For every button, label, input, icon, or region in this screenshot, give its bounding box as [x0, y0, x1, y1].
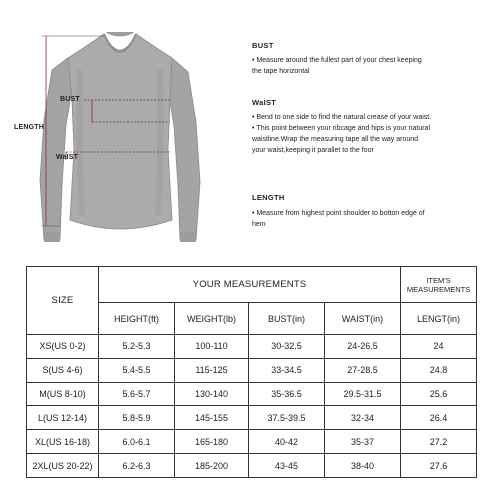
guide-waist-title: WaIST	[252, 98, 277, 107]
header-weight: WEIGHT(lb)	[175, 303, 249, 335]
cell-waist: 38-40	[325, 454, 401, 478]
cell-size: 2XL(US 20-22)	[27, 454, 99, 478]
cell-weight: 100-110	[175, 335, 249, 359]
cell-waist: 29.5-31.5	[325, 382, 401, 406]
guide-waist-text	[252, 112, 492, 156]
guide-length-line: Measure from highest point shoulder to botton edge of	[256, 210, 425, 217]
guide-length-text	[252, 208, 492, 230]
cell-size: L(US 12-14)	[27, 406, 99, 430]
cell-height: 5.4-5.5	[99, 358, 175, 382]
header-items-measurements: ITEM'S MEASUREMENTS	[401, 267, 477, 303]
cell-length: 24	[401, 335, 477, 359]
cell-size: M(US 8-10)	[27, 382, 99, 406]
cell-weight: 165-180	[175, 430, 249, 454]
cell-height: 5.6-5.7	[99, 382, 175, 406]
size-chart-table	[26, 266, 477, 478]
guide-length-title: LENGTH	[252, 193, 285, 202]
table-header-row	[27, 267, 477, 303]
header-size: SIZE	[27, 267, 99, 335]
cell-bust: 35-36.5	[249, 382, 325, 406]
cell-bust: 33-34.5	[249, 358, 325, 382]
cell-weight: 185-200	[175, 454, 249, 478]
table-row	[27, 382, 477, 406]
header-bust: BUST(in)	[249, 303, 325, 335]
cell-size: S(US 4-6)	[27, 358, 99, 382]
shirt-illustration	[0, 0, 240, 262]
guide-waist-line: This point between your ribcage and hips is your natural	[256, 125, 430, 132]
guide-bust-line: the tape horizontal	[252, 68, 310, 75]
cell-height: 5.8-5.9	[99, 406, 175, 430]
cell-waist: 32-34	[325, 406, 401, 430]
header-height: HEIGHT(ft)	[99, 303, 175, 335]
figure-label-length: LENGTH	[14, 124, 44, 131]
header-your-measurements: YOUR MEASUREMENTS	[99, 267, 401, 303]
bullet-icon: •	[252, 57, 255, 64]
cell-length: 27.6	[401, 454, 477, 478]
guide-bust-title: BUST	[252, 41, 274, 50]
guide-bust-text	[252, 55, 492, 77]
cell-length: 26.4	[401, 406, 477, 430]
cell-weight: 145-155	[175, 406, 249, 430]
bullet-icon: •	[252, 114, 255, 121]
cell-bust: 40-42	[249, 430, 325, 454]
cell-waist: 35-37	[325, 430, 401, 454]
cell-weight: 130-140	[175, 382, 249, 406]
cell-waist: 27-28.5	[325, 358, 401, 382]
cell-size: XS(US 0-2)	[27, 335, 99, 359]
cell-length: 27.2	[401, 430, 477, 454]
table-row	[27, 335, 477, 359]
cell-bust: 43-45	[249, 454, 325, 478]
cell-height: 6.2-6.3	[99, 454, 175, 478]
shirt-image	[0, 0, 240, 262]
figure-label-waist: WaIST	[56, 154, 79, 161]
guide-waist-line: Bend to one side to find the natural crease of your waist.	[256, 114, 432, 121]
guide-length-line: hem	[252, 221, 266, 228]
cell-bust: 37.5-39.5	[249, 406, 325, 430]
cell-waist: 24-26.5	[325, 335, 401, 359]
bullet-icon: •	[252, 125, 255, 132]
cell-bust: 30-32.5	[249, 335, 325, 359]
figure-label-bust: BUST	[60, 96, 80, 103]
cell-height: 5.2-5.3	[99, 335, 175, 359]
cell-length: 24.8	[401, 358, 477, 382]
guide-waist-line: your waist,keeping it parallet to the foor	[252, 147, 374, 154]
table-row	[27, 430, 477, 454]
guide-waist-line: waistline.Wrap the measuring tape all the way around	[252, 136, 419, 143]
bullet-icon: •	[252, 210, 255, 217]
header-length: LENGT(in)	[401, 303, 477, 335]
table-row	[27, 454, 477, 478]
table-row	[27, 358, 477, 382]
cell-height: 6.0-6.1	[99, 430, 175, 454]
cell-size: XL(US 16-18)	[27, 430, 99, 454]
table-row	[27, 406, 477, 430]
cell-length: 25.6	[401, 382, 477, 406]
cell-weight: 115-125	[175, 358, 249, 382]
header-waist: WAIST(in)	[325, 303, 401, 335]
guide-bust-line: Measure around the fullest part of your chest keeping	[256, 57, 422, 64]
